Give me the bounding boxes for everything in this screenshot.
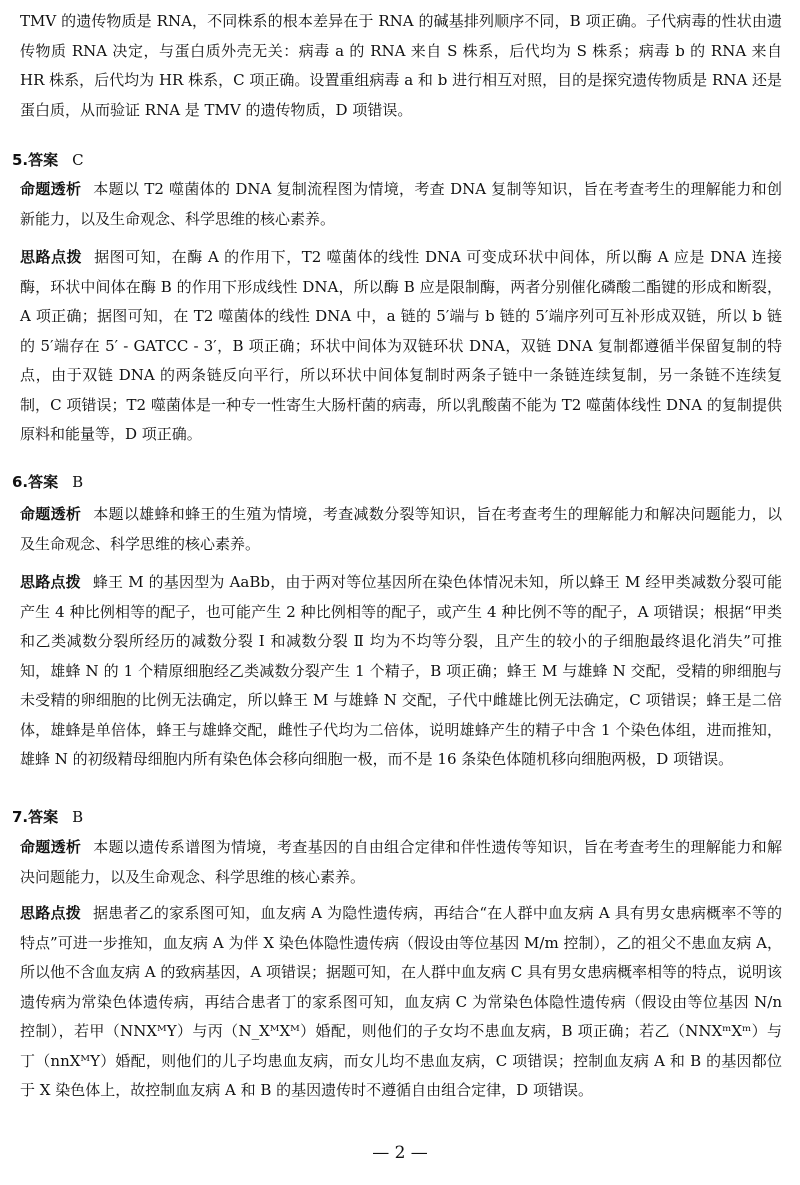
question-7-answer-line bbox=[12, 805, 83, 829]
answer-value: B bbox=[72, 808, 84, 826]
question-5-answer-line bbox=[12, 148, 84, 172]
question-6-intent bbox=[20, 500, 782, 559]
answer-label: 答案 bbox=[28, 473, 59, 491]
question-5-analysis bbox=[20, 243, 782, 450]
analysis-label: 思路点拨 bbox=[20, 573, 81, 591]
answer-value: C bbox=[72, 151, 84, 169]
answer-label: 答案 bbox=[28, 808, 59, 826]
analysis-label: 思路点拨 bbox=[20, 248, 83, 266]
answer-value: B bbox=[72, 473, 84, 491]
question-number: 7. bbox=[12, 808, 29, 826]
question-7-analysis bbox=[20, 899, 782, 1106]
question-number: 5. bbox=[12, 151, 29, 169]
analysis-label: 思路点拨 bbox=[20, 904, 81, 922]
analysis-text: 蜂王 M 的基因型为 AaBb，由于两对等位基因所在染色体情况未知，所以蜂王 M 经甲类减数分裂可能产生 4 种比例相等的配子，也可能产生 2 种比例相等的配子，或产生 4 种比例不等的配子，A 项错误；根据“甲类和乙类减数分裂所经历的减数分裂 Ⅰ 和减数分裂 Ⅱ 均为不均等分裂，且产生的较小的子细胞最终退化消失”可推知，雄蜂 N 的 1 个精原细胞经乙类减数分裂产生 1 个精子，B 项正确；蜂王 M 与雄蜂 N 交配，受精的卵细胞与未受精的卵细胞的比例无法确定，所以蜂王 M 与雄蜂 N 交配，子代中雌雄比例无法确定，C 项错误；蜂王是二倍体，雄蜂是单倍体，蜂王与雄蜂交配，雌性子代均为二倍体，说明雄蜂产生的精子中含 1 个染色体组，进而推知，雄蜂 N 的初级精母细胞内所有染色体会移向细胞一极，而不是 16 条染色体随机移向细胞两极，D 项错误。 bbox=[20, 573, 783, 768]
question-number: 6. bbox=[12, 473, 29, 491]
intent-label: 命题透析 bbox=[20, 505, 82, 523]
question-7-intent bbox=[20, 833, 782, 892]
intent-label: 命题透析 bbox=[20, 180, 82, 198]
question-6-analysis bbox=[20, 568, 782, 775]
question-6-answer-line bbox=[12, 470, 83, 494]
answer-label: 答案 bbox=[28, 151, 59, 169]
analysis-text: 据图可知，在酶 A 的作用下，T2 噬菌体的线性 DNA 可变成环状中间体，所以酶 A 应是 DNA 连接酶，环状中间体在酶 B 的作用下形成线性 DNA，所以酶 B 应是限制酶，两者分别催化磷酸二酯键的形成和断裂，A 项正确；据图可知，在 T2 噬菌体的线性 DNA 中，a 链的 5′端与 b 链的 5′端序列可互补形成双链，所以 b 链的 5′端存在 5′ - GATCC - 3′，B 项正确；环状中间体为双链环状 DNA，双链 DNA 复制都遵循半保留复制的特点，由于双链 DNA 的两条链反向平行，所以环状中间体复制时两条子链中一条链连续复制，另一条链不连续复制，C 项错误；T2 噬菌体是一种专一性寄生大肠杆菌的病毒，所以乳酸菌不能为 T2 噬菌体线性 DNA 的复制提供原料和能量等，D 项正确。 bbox=[20, 248, 782, 443]
question-5-intent bbox=[20, 175, 782, 234]
intent-text: 本题以遗传系谱图为情境，考查基因的自由组合定律和伴性遗传等知识，旨在考查考生的理解能力和解决问题能力，以及生命观念、科学思维的核心素养。 bbox=[20, 838, 782, 886]
page-number: — 2 — bbox=[372, 1143, 428, 1163]
intent-label: 命题透析 bbox=[20, 838, 82, 856]
analysis-text: 据患者乙的家系图可知，血友病 A 为隐性遗传病，再结合“在人群中血友病 A 具有男女患病概率不等的特点”可进一步推知，血友病 A 为伴 X 染色体隐性遗传病（假设由等位基因 M/m 控制），乙的祖父不患血友病 A，所以他不含血友病 A 的致病基因，A 项错误；据题可知，在人群中血友病 C 具有男女患病概率相等的特点，说明该遗传病为常染色体遗传病，再结合患者丁的家系图可知，血友病 C 为常染色体隐性遗传病（假设由等位基因 N/n 控制），若甲（NNXᴹY）与丙（N_XᴹXᴹ）婚配，则他们的子女均不患血友病，B 项正确；若乙（NNXᵐXᵐ）与丁（nnXᴹY）婚配，则他们的儿子均患血友病，而女儿均不患血友病，C 项错误；控制血友病 A 和 B 的基因都位于 X 染色体上，故控制血友病 A 和 B 的基因遗传时不遵循自由组合定律，D 项错误。 bbox=[20, 904, 782, 1099]
intent-text: 本题以雄蜂和蜂王的生殖为情境，考查减数分裂等知识，旨在考查考生的理解能力和解决问题能力，以及生命观念、科学思维的核心素养。 bbox=[20, 505, 782, 553]
intro-paragraph: TMV 的遗传物质是 RNA，不同株系的根本差异在于 RNA 的碱基排列顺序不同，B 项正确。子代病毒的性状由遗传物质 RNA 决定，与蛋白质外壳无关：病毒 a 的 RNA 来自 S 株系，后代均为 S 株系；病毒 b 的 RNA 来自 HR 株系，后代均为 HR 株系，C 项正确。设置重组病毒 a 和 b 进行相互对照，目的是探究遗传物质是 RNA 还是蛋白质，从而验证 RNA 是 TMV 的遗传物质，D 项错误。 bbox=[20, 12, 782, 119]
intent-text: 本题以 T2 噬菌体的 DNA 复制流程图为情境，考查 DNA 复制等知识，旨在考查考生的理解能力和创新能力，以及生命观念、科学思维的核心素养。 bbox=[20, 180, 782, 228]
